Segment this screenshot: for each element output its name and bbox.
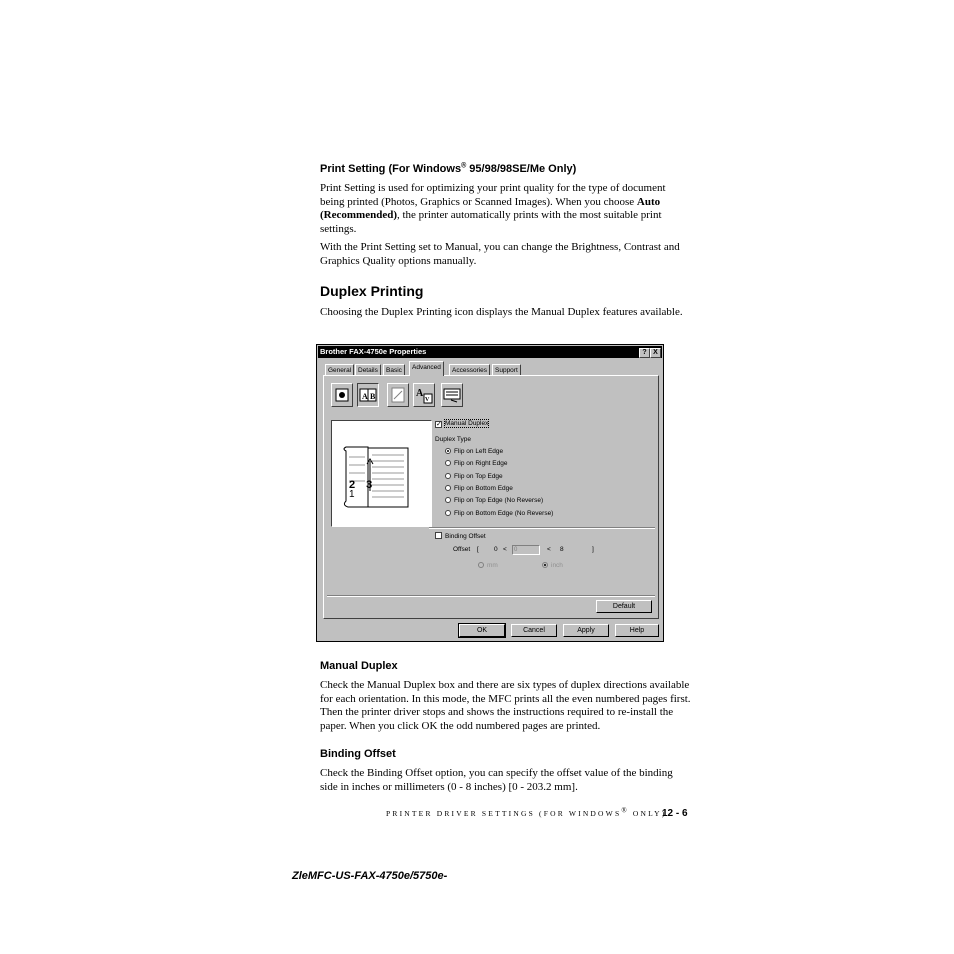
radio-label: Flip on Left Edge — [454, 448, 504, 455]
svg-text:A: A — [416, 388, 424, 399]
radio-label: Flip on Bottom Edge — [454, 485, 513, 492]
watermark-icon[interactable] — [387, 383, 409, 407]
radio-flip-left-edge[interactable] — [445, 448, 503, 455]
manual-duplex-label: Manual Duplex — [445, 420, 489, 427]
tab-advanced[interactable]: Advanced — [409, 361, 444, 376]
offset-lt-1: < — [503, 546, 507, 553]
print-setting-heading: Print Setting (For Windows® 95/98/98SE/Me Only) — [320, 162, 577, 175]
manual-duplex-heading: Manual Duplex — [320, 660, 398, 672]
properties-dialog — [316, 344, 664, 642]
page-setup-icon[interactable] — [413, 383, 435, 407]
radio-indicator — [445, 473, 451, 479]
offset-range-open: [ — [477, 546, 479, 553]
tab-accessories[interactable]: Accessories — [449, 364, 490, 376]
binding-offset-check-box — [435, 532, 442, 539]
radio-label: inch — [551, 562, 563, 569]
radio-unit-mm[interactable] — [478, 562, 498, 569]
binding-offset-heading: Binding Offset — [320, 748, 396, 760]
preview-page-numbers: 2 3 — [349, 479, 377, 491]
radio-selected-indicator — [445, 448, 451, 454]
offset-max: 8 — [560, 546, 564, 553]
radio-flip-right-edge[interactable] — [445, 460, 507, 467]
radio-label: Flip on Top Edge (No Reverse) — [454, 497, 544, 504]
manual-duplex-paragraph: Check the Manual Duplex box and there are six types of duplex directions available for each orientation. In this mode, the MFC prints all the even numbered pages first. Then the printer driver stops and shows the instructions required to re-install the paper. When you click OK the odd numbered pages are printed. — [320, 679, 691, 732]
duplex-printing-heading: Duplex Printing — [320, 283, 424, 299]
manual-duplex-checkbox[interactable] — [435, 420, 488, 428]
binding-offset-checkbox[interactable] — [435, 532, 486, 540]
offset-min: 0 — [494, 546, 498, 553]
svg-text:A: A — [362, 392, 368, 401]
radio-indicator — [445, 497, 451, 503]
print-setting-paragraph: Print Setting is used for optimizing your print quality for the type of document being printed (Photos, Graphics or Scanned Images). When you choose Auto (Recommended), the printer automatically prints with the most suitable print settings. — [320, 182, 666, 235]
default-button[interactable]: Default — [596, 600, 652, 613]
radio-indicator — [445, 485, 451, 491]
duplex-type-label: Duplex Type — [435, 436, 472, 443]
tab-basic[interactable]: Basic — [383, 364, 405, 376]
radio-flip-bottom-edge[interactable] — [445, 485, 513, 492]
binding-offset-paragraph: Check the Binding Offset option, you can specify the offset value of the binding side in inches or millimeters (0 - 8 inches) [0 - 203.2 mm]. — [320, 767, 673, 793]
radio-unit-inch[interactable] — [542, 562, 563, 569]
duplex-preview-image — [331, 420, 432, 527]
device-options-icon[interactable] — [441, 383, 463, 407]
offset-input[interactable]: 0 — [512, 545, 540, 555]
radio-label: Flip on Top Edge — [454, 473, 503, 480]
dialog-title: Brother FAX-4750e Properties — [320, 347, 427, 356]
offset-label: Offset — [453, 546, 471, 553]
radio-label: Flip on Bottom Edge (No Reverse) — [454, 510, 554, 517]
duplex-icon[interactable] — [357, 383, 379, 407]
options-divider — [429, 527, 655, 529]
manual-duplex-check-mark: ✓ — [436, 421, 442, 428]
document-code: ZleMFC-US-FAX-4750e/5750e- — [292, 870, 448, 882]
svg-text:V: V — [425, 397, 430, 403]
ok-button[interactable]: OK — [459, 624, 505, 637]
offset-lt-2: < — [547, 546, 551, 553]
bottom-divider — [327, 595, 655, 597]
close-button[interactable]: X — [650, 348, 661, 358]
radio-selected-indicator — [542, 562, 548, 568]
preview-page-one: 1 — [349, 489, 355, 500]
svg-text:B: B — [370, 392, 376, 401]
help-button[interactable]: Help — [615, 624, 659, 637]
dialog-titlebar — [318, 346, 662, 358]
apply-button[interactable]: Apply — [563, 624, 609, 637]
tab-support[interactable]: Support — [492, 364, 521, 376]
radio-indicator — [445, 510, 451, 516]
radio-flip-bottom-no-reverse[interactable] — [445, 510, 553, 517]
help-question-button[interactable]: ? — [639, 348, 650, 358]
running-footer: PRINTER DRIVER SETTINGS (FOR WINDOWS® ONLY) — [386, 806, 667, 818]
tab-general[interactable]: General — [325, 364, 354, 376]
print-quality-icon[interactable] — [331, 383, 353, 407]
radio-indicator — [445, 460, 451, 466]
radio-flip-top-edge[interactable] — [445, 473, 503, 480]
radio-label: mm — [487, 562, 498, 569]
cancel-button[interactable]: Cancel — [511, 624, 557, 637]
radio-indicator — [478, 562, 484, 568]
duplex-printing-paragraph: Choosing the Duplex Printing icon displays the Manual Duplex features available. — [320, 306, 683, 318]
binding-offset-label: Binding Offset — [445, 533, 486, 540]
print-setting-manual-paragraph: With the Print Setting set to Manual, you can change the Brightness, Contrast and Graphics Quality options manually. — [320, 241, 680, 267]
tab-details[interactable]: Details — [355, 364, 381, 376]
radio-flip-top-no-reverse[interactable] — [445, 497, 543, 504]
page-number: 12 - 6 — [662, 808, 688, 819]
radio-label: Flip on Right Edge — [454, 460, 508, 467]
offset-range-close: ] — [592, 546, 594, 553]
